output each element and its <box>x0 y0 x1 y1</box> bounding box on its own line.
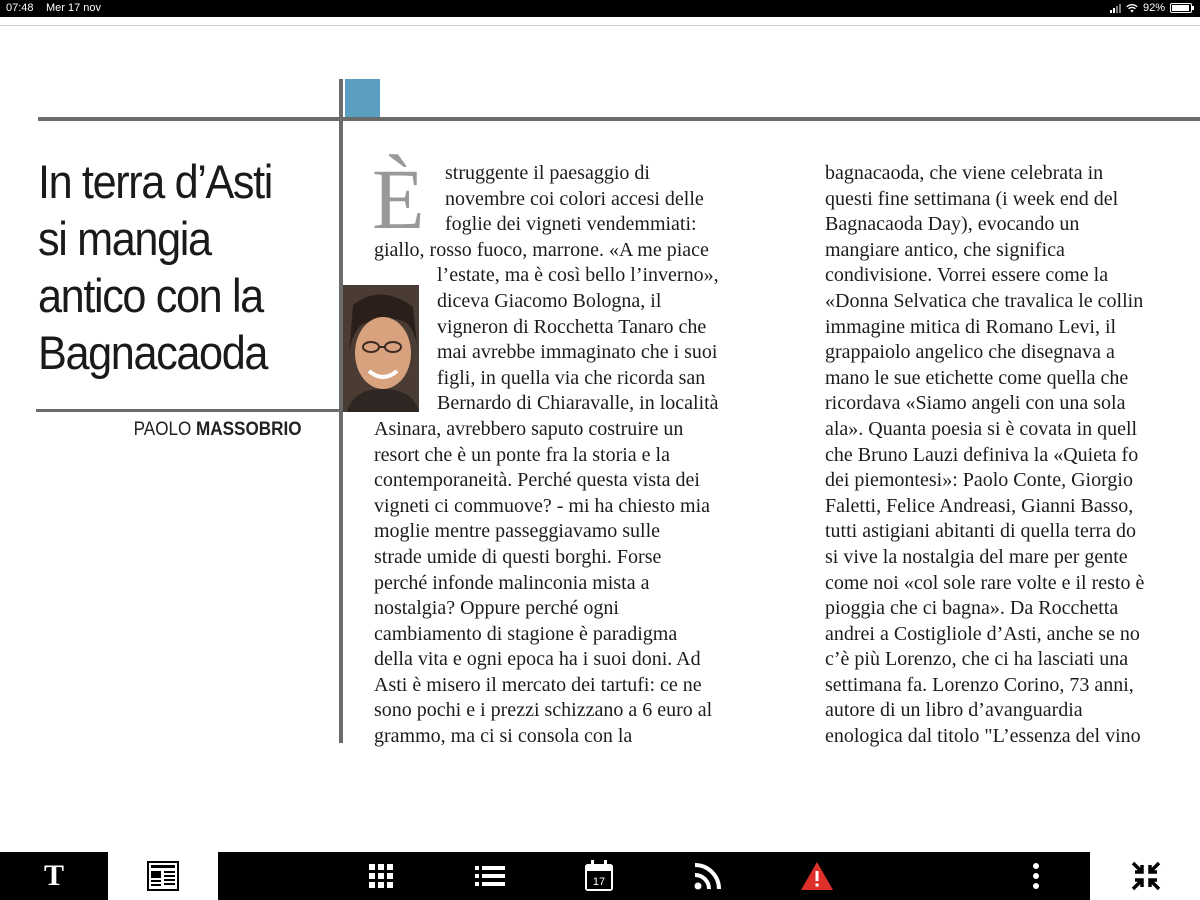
status-date: Mer 17 nov <box>46 2 102 14</box>
battery-percent: 92% <box>1142 2 1165 14</box>
article-text-line: novembre coi colori accesi delle <box>445 187 704 210</box>
more-options-button[interactable] <box>1012 852 1060 900</box>
text-mode-button[interactable] <box>30 852 78 900</box>
battery-level <box>1172 5 1189 11</box>
author-byline <box>134 419 302 441</box>
toolbar-main-block <box>218 852 1090 900</box>
article-text-line: mangiare antico, che significa <box>825 238 1065 261</box>
status-bar <box>0 0 1200 17</box>
article-text-line: come noi «col sole rare volte e il resto è <box>825 571 1145 594</box>
status-time: 07:48 <box>6 2 34 14</box>
article-text-line: Faletti, Felice Andreasi, Gianni Basso, <box>825 494 1134 517</box>
more-vertical-icon <box>1032 863 1040 889</box>
article-text-line: tutti astigiani abitanti di quella terra do <box>825 520 1137 543</box>
article-text-line: grappaiolo angelico che disegnava a <box>825 341 1115 364</box>
article-text-line: l’estate, ma è così bello l’inverno», <box>437 264 719 287</box>
article-text-line: resort che è un ponte fra la storia e la <box>374 443 670 466</box>
grid-view-button[interactable] <box>357 852 405 900</box>
calendar-day: 17 <box>592 876 606 888</box>
section-marker <box>345 79 380 117</box>
article-text-line: vigneti ci commuove? - mi ha chiesto mia <box>374 494 711 517</box>
headline-line: antico con la <box>38 269 263 322</box>
article-text-line: ala». Quanta poesia si è covata in quell <box>825 417 1138 440</box>
page-view-button[interactable] <box>139 852 187 900</box>
article-text-line: nostalgia? Oppure perché ogni <box>374 597 619 620</box>
article-text-line: strade umide di questi borghi. Forse <box>374 545 662 568</box>
article-text-line: foglie dei vigneti vendemmiati: <box>445 213 697 236</box>
article-text-line: andrei a Costigliole d’Asti, anche se no <box>825 622 1140 645</box>
article-text-line: Bernardo di Chiaravalle, in località <box>437 392 719 415</box>
article-text-line: perché infonde malinconia mista a <box>374 571 650 594</box>
article-column-1 <box>372 151 804 750</box>
collapse-icon <box>1131 861 1161 891</box>
article-text-line: mai avrebbe immaginato che i suoi <box>437 341 718 364</box>
article-text-line: della vita e ogni epoca ha i suoi doni. Ad <box>374 648 701 671</box>
article-text-line: struggente il paesaggio di <box>445 162 650 184</box>
article-text-line: contemporaneità. Perché questa vista dei <box>374 469 700 492</box>
cellular-signal-icon <box>1110 4 1121 13</box>
author-first-name: PAOLO <box>134 419 192 440</box>
article-text-line: bagnacaoda, che viene celebrata in <box>825 162 1104 184</box>
calendar-button[interactable] <box>575 852 623 900</box>
calendar-icon <box>584 860 614 892</box>
top-rule <box>38 117 1200 121</box>
exit-fullscreen-button[interactable] <box>1122 852 1170 900</box>
article-headline <box>38 153 314 381</box>
battery-icon <box>1170 3 1192 13</box>
article-text-line: pioggia che ci bagna». Da Rocchetta <box>825 597 1119 620</box>
rss-button[interactable] <box>684 852 732 900</box>
article-text-line: diceva Giacomo Bologna, il <box>437 289 662 312</box>
article-text-line: sono pochi e i prezzi schizzano a 6 euro al <box>374 699 713 722</box>
article-text-line: Asti è misero il mercato dei tartufi: ce ne <box>374 673 702 696</box>
rss-icon <box>694 862 722 890</box>
page-edge <box>0 25 1200 26</box>
article-text-line: che Bruno Lauzi definiva la «Quieta fo <box>825 443 1139 466</box>
article-text-line: mano le sue etichette come quella che <box>825 366 1129 389</box>
alert-button[interactable] <box>793 852 841 900</box>
article-text-line: enologica dal titolo "L’essenza del vino <box>825 725 1141 748</box>
article-text-line: settimana fa. Lorenzo Corino, 73 anni, <box>825 673 1134 696</box>
article-text-line: «Donna Selvatica che travalica le collin <box>825 289 1144 312</box>
article-column-2 <box>825 161 1200 750</box>
article-text-line: giallo, rosso fuoco, marrone. «A me piace <box>374 238 709 261</box>
article-text-line: ricordava «Siamo angeli con una sola <box>825 392 1126 415</box>
author-last-name: MASSOBRIO <box>196 419 302 440</box>
article-text-line: figli, in quella via che ricorda san <box>437 366 706 389</box>
byline-rule <box>36 409 342 412</box>
article-text-line: si vive la nostalgia del mare per gente <box>825 545 1128 568</box>
article-text-line: grammo, ma ci si consola con la <box>374 725 633 748</box>
article-text-line: moglie mentre passeggiavamo sulle <box>374 520 661 543</box>
article-text-line: c’è più Lorenzo, che ci ha lasciati una <box>825 648 1129 671</box>
article-text-line: cambiamento di stagione è paradigma <box>374 622 678 645</box>
list-view-button[interactable] <box>466 852 514 900</box>
article-text-line: dei piemontesi»: Paolo Conte, Giorgio <box>825 469 1133 492</box>
status-right <box>1110 2 1192 14</box>
article-text-line: Asinara, avrebbero saputo costruire un <box>374 417 684 440</box>
article-text-line: autore di un libro d’avanguardia <box>825 699 1083 722</box>
headline-line: Bagnacaoda <box>38 326 268 379</box>
article-text-line: condivisione. Vorrei essere come la <box>825 264 1109 287</box>
list-icon <box>475 865 505 887</box>
article-text-line: Bagnacaoda Day), evocando un <box>825 213 1080 236</box>
alert-icon <box>800 861 834 891</box>
drop-cap: È <box>372 151 425 247</box>
newspaper-page[interactable] <box>0 17 1200 852</box>
headline-line: In terra d’Asti <box>38 155 273 208</box>
article-text-line: questi fine settimana (i week end del <box>825 187 1119 210</box>
article-text-line: immagine mitica di Romano Levi, il <box>825 315 1117 338</box>
grid-icon <box>368 863 394 889</box>
newspaper-page-icon <box>147 861 179 891</box>
wifi-icon <box>1126 3 1138 13</box>
headline-line: si mangia <box>38 212 211 265</box>
bottom-toolbar <box>0 852 1200 900</box>
article-text-line: vigneron di Rocchetta Tanaro che <box>437 315 707 338</box>
text-mode-icon: T <box>43 859 64 892</box>
